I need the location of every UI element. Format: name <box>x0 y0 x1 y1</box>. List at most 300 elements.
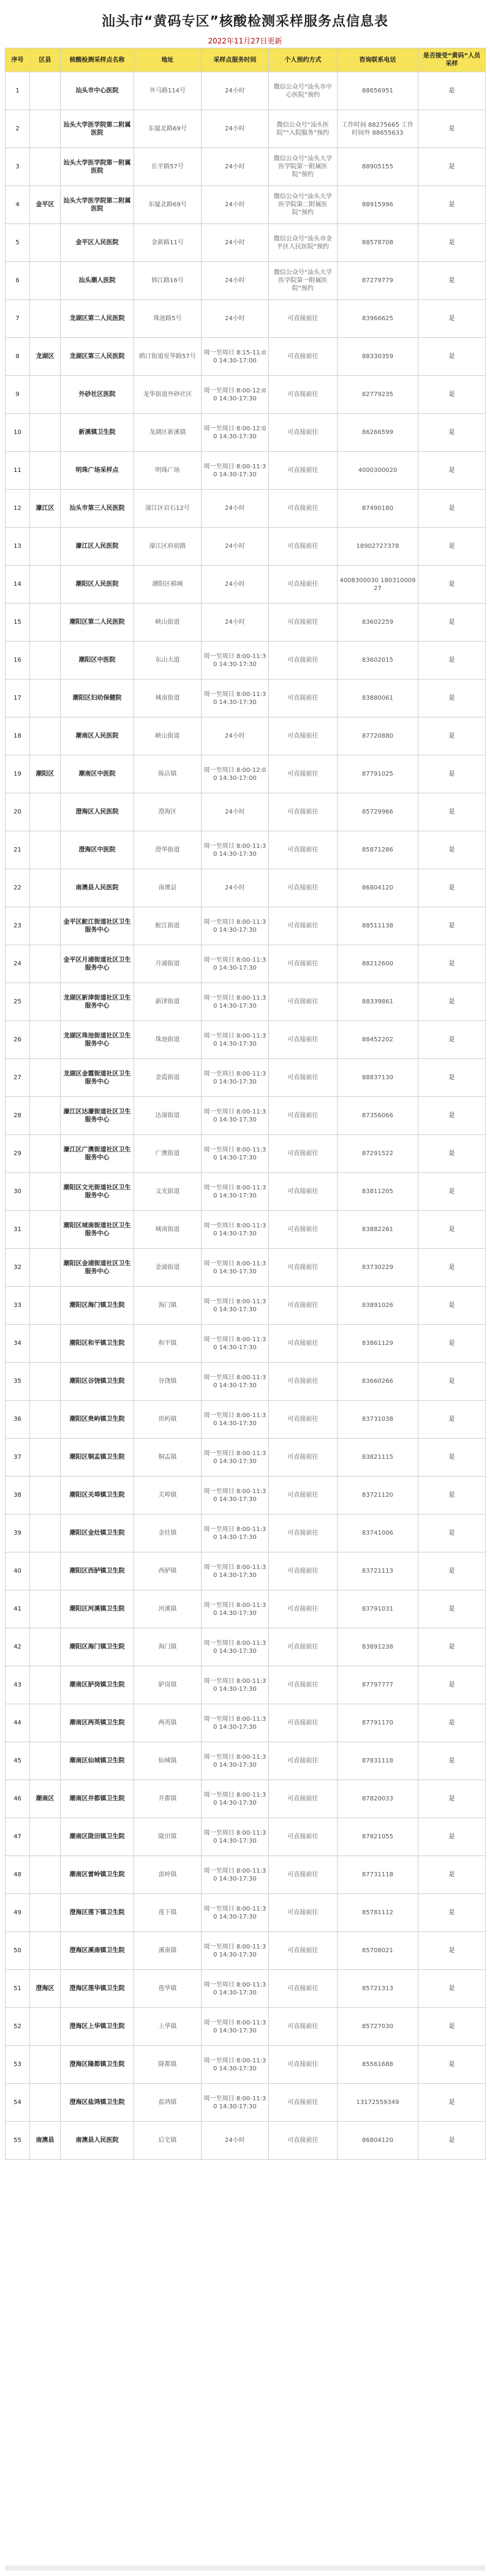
table-row <box>6 604 486 642</box>
row-no: 44 <box>6 1704 30 1742</box>
row-time: 24小时 <box>202 224 269 262</box>
row-name: 潮南区雷岭镇卫生院 <box>61 1856 134 1894</box>
row-name: 汕头大学医学院第二附属医院 <box>61 186 134 224</box>
row-accept: 是 <box>418 1742 486 1780</box>
row-time: 周一至周日 8:00-11:30 14:30-17:30 <box>202 1477 269 1515</box>
row-appointment: 可直接前往 <box>269 1515 337 1552</box>
table-row <box>6 1666 486 1704</box>
row-accept: 是 <box>418 1552 486 1590</box>
row-district <box>30 604 61 642</box>
row-district <box>30 945 61 983</box>
row-district: 潮阳区 <box>30 755 61 793</box>
table-wrapper <box>5 48 485 2160</box>
row-name: 濠江区达濠街道社区卫生服务中心 <box>61 1097 134 1135</box>
row-appointment: 可直接前往 <box>269 1742 337 1780</box>
row-appointment: 微信公众号“汕头大学医学院第一附属医院”预约 <box>269 262 337 300</box>
table-body <box>6 72 486 2160</box>
footer-band <box>5 2566 485 2570</box>
row-name: 金平区鮀江街道社区卫生服务中心 <box>61 907 134 945</box>
row-accept: 是 <box>418 1477 486 1515</box>
row-appointment: 可直接前往 <box>269 452 337 490</box>
row-address: 明珠广场 <box>134 452 202 490</box>
row-time: 周一至周日 8:00-11:30 14:30-17:30 <box>202 1135 269 1173</box>
row-address: 金霞街道 <box>134 1059 202 1097</box>
row-name: 潮南区陇田镇卫生院 <box>61 1818 134 1856</box>
row-address: 陈店镇 <box>134 755 202 793</box>
row-address: 隆都镇 <box>134 2046 202 2084</box>
row-accept: 是 <box>418 2084 486 2122</box>
row-district <box>30 1249 61 1287</box>
row-accept: 是 <box>418 869 486 907</box>
row-district <box>30 1628 61 1666</box>
row-name: 汕头大学医学院第一附属医院 <box>61 148 134 186</box>
row-no: 50 <box>6 1932 30 1970</box>
table-row <box>6 642 486 680</box>
row-name: 澄海区人民医院 <box>61 793 134 831</box>
row-phone: 88212600 <box>337 945 418 983</box>
row-phone: 83741006 <box>337 1515 418 1552</box>
table-row <box>6 2008 486 2046</box>
row-name: 潮南区仙城镇卫生院 <box>61 1742 134 1780</box>
table-row <box>6 1021 486 1059</box>
row-appointment: 可直接前往 <box>269 490 337 528</box>
table-row <box>6 1059 486 1097</box>
row-district <box>30 1894 61 1932</box>
table-row <box>6 793 486 831</box>
row-appointment: 可直接前往 <box>269 1059 337 1097</box>
row-appointment: 可直接前往 <box>269 1287 337 1325</box>
row-time: 周一至周日 8:00-11:30 14:30-17:30 <box>202 831 269 869</box>
row-phone: 83730229 <box>337 1249 418 1287</box>
row-phone: 88905155 <box>337 148 418 186</box>
row-address: 陇田镇 <box>134 1818 202 1856</box>
row-time: 周一至周日 8:00-11:30 14:30-17:30 <box>202 2008 269 2046</box>
row-time: 周一至周日 8:00-11:30 14:30-17:30 <box>202 1097 269 1135</box>
row-address: 新津街道 <box>134 983 202 1021</box>
row-accept: 是 <box>418 148 486 186</box>
row-phone: 88656951 <box>337 72 418 110</box>
row-no: 15 <box>6 604 30 642</box>
row-name: 澄海区盐鸿镇卫生院 <box>61 2084 134 2122</box>
row-address: 潮阳区棉城 <box>134 566 202 604</box>
row-name: 澄海区莲下镇卫生院 <box>61 1894 134 1932</box>
row-time: 24小时 <box>202 604 269 642</box>
table-row <box>6 338 486 376</box>
row-accept: 是 <box>418 1021 486 1059</box>
row-name: 潮阳区城南街道社区卫生服务中心 <box>61 1211 134 1249</box>
row-district <box>30 1932 61 1970</box>
row-district: 南澳县 <box>30 2122 61 2160</box>
row-district <box>30 110 61 148</box>
row-phone: 83891238 <box>337 1628 418 1666</box>
row-phone: 85781112 <box>337 1894 418 1932</box>
row-appointment: 可直接前往 <box>269 1628 337 1666</box>
row-no: 8 <box>6 338 30 376</box>
row-accept: 是 <box>418 1173 486 1211</box>
row-address: 广澳街道 <box>134 1135 202 1173</box>
table-row <box>6 566 486 604</box>
table-row <box>6 755 486 793</box>
row-address: 谷饶镇 <box>134 1363 202 1401</box>
row-phone: 88511138 <box>337 907 418 945</box>
table-row <box>6 1287 486 1325</box>
header-district: 区县 <box>30 48 61 72</box>
row-name: 潮阳区文光街道社区卫生服务中心 <box>61 1173 134 1211</box>
row-appointment: 可直接前往 <box>269 755 337 793</box>
row-accept: 是 <box>418 717 486 755</box>
row-no: 32 <box>6 1249 30 1287</box>
header-name: 核酸检测采样点名称 <box>61 48 134 72</box>
row-appointment: 可直接前往 <box>269 1325 337 1363</box>
row-phone: 87791170 <box>337 1704 418 1742</box>
row-accept: 是 <box>418 1970 486 2008</box>
row-accept: 是 <box>418 642 486 680</box>
row-name: 潮阳区金浦街道社区卫生服务中心 <box>61 1249 134 1287</box>
row-phone: 82779235 <box>337 376 418 414</box>
row-district <box>30 642 61 680</box>
row-name: 澄海区溪南镇卫生院 <box>61 1932 134 1970</box>
row-name: 潮南区中医院 <box>61 755 134 793</box>
row-appointment: 可直接前往 <box>269 300 337 338</box>
table-row <box>6 1590 486 1628</box>
row-no: 28 <box>6 1097 30 1135</box>
header-no: 序号 <box>6 48 30 72</box>
row-phone: 87731118 <box>337 1856 418 1894</box>
table-row <box>6 831 486 869</box>
row-appointment: 可直接前往 <box>269 907 337 945</box>
row-name: 南澳县人民医院 <box>61 2122 134 2160</box>
row-time: 24小时 <box>202 793 269 831</box>
table-row <box>6 110 486 148</box>
row-address: 长平路57号 <box>134 148 202 186</box>
row-no: 41 <box>6 1590 30 1628</box>
row-appointment: 可直接前往 <box>269 1856 337 1894</box>
table-row <box>6 490 486 528</box>
row-name: 潮阳区海门镇卫生院 <box>61 1287 134 1325</box>
row-accept: 是 <box>418 1704 486 1742</box>
row-district <box>30 907 61 945</box>
row-name: 潮阳区贵屿镇卫生院 <box>61 1401 134 1439</box>
table-row <box>6 1780 486 1818</box>
table-row <box>6 1932 486 1970</box>
row-phone: 83721113 <box>337 1552 418 1590</box>
row-address: 城南街道 <box>134 680 202 717</box>
row-district <box>30 1477 61 1515</box>
row-no: 43 <box>6 1666 30 1704</box>
table-row <box>6 1856 486 1894</box>
row-district <box>30 1515 61 1552</box>
row-no: 45 <box>6 1742 30 1780</box>
row-address: 莲下镇 <box>134 1894 202 1932</box>
row-district <box>30 2008 61 2046</box>
row-time: 24小时 <box>202 490 269 528</box>
row-address: 关埠镇 <box>134 1477 202 1515</box>
row-phone: 85727030 <box>337 2008 418 2046</box>
row-accept: 是 <box>418 1059 486 1097</box>
row-address: 东厦北路69号 <box>134 186 202 224</box>
row-phone: 83602259 <box>337 604 418 642</box>
row-no: 52 <box>6 2008 30 2046</box>
row-name: 濠江区广澳街道社区卫生服务中心 <box>61 1135 134 1173</box>
row-time: 24小时 <box>202 717 269 755</box>
table-row <box>6 2122 486 2160</box>
update-date: 2022年11月27日更新 <box>208 37 282 45</box>
row-address: 西胪镇 <box>134 1552 202 1590</box>
row-address: 龙湖区新溪镇 <box>134 414 202 452</box>
row-phone: 83602015 <box>337 642 418 680</box>
row-appointment: 微信公众号“汕头市中心医院”预约 <box>269 72 337 110</box>
row-district <box>30 2046 61 2084</box>
row-appointment: 可直接前往 <box>269 2084 337 2122</box>
row-appointment: 可直接前往 <box>269 1590 337 1628</box>
row-address: 胪岗镇 <box>134 1666 202 1704</box>
row-name: 龙湖区第三人民医院 <box>61 338 134 376</box>
row-no: 13 <box>6 528 30 566</box>
row-time: 周一至周日 8:00-11:30 14:30-17:30 <box>202 1249 269 1287</box>
row-address: 和平镇 <box>134 1325 202 1363</box>
row-district <box>30 717 61 755</box>
row-no: 14 <box>6 566 30 604</box>
row-appointment: 可直接前往 <box>269 2008 337 2046</box>
row-no: 49 <box>6 1894 30 1932</box>
row-accept: 是 <box>418 72 486 110</box>
row-no: 36 <box>6 1401 30 1439</box>
row-appointment: 可直接前往 <box>269 1439 337 1477</box>
row-district <box>30 1666 61 1704</box>
row-appointment: 可直接前往 <box>269 604 337 642</box>
row-district <box>30 414 61 452</box>
row-accept: 是 <box>418 224 486 262</box>
row-appointment: 可直接前往 <box>269 528 337 566</box>
row-no: 51 <box>6 1970 30 2008</box>
row-name: 潮阳区关埠镇卫生院 <box>61 1477 134 1515</box>
row-no: 25 <box>6 983 30 1021</box>
row-phone: 83966625 <box>337 300 418 338</box>
row-no: 46 <box>6 1780 30 1818</box>
row-name: 金平区月浦街道社区卫生服务中心 <box>61 945 134 983</box>
row-no: 18 <box>6 717 30 755</box>
row-name: 汕头市中心医院 <box>61 72 134 110</box>
row-time: 周一至周日 8:00-11:30 14:30-17:30 <box>202 1363 269 1401</box>
row-name: 外砂社区医院 <box>61 376 134 414</box>
table-row <box>6 1970 486 2008</box>
row-no: 31 <box>6 1211 30 1249</box>
row-no: 3 <box>6 148 30 186</box>
row-address: 珠池街道 <box>134 1021 202 1059</box>
row-no: 40 <box>6 1552 30 1590</box>
row-address: 东厦北路69号 <box>134 110 202 148</box>
row-time: 周一至周日 8:00-11:30 14:30-17:30 <box>202 907 269 945</box>
row-district <box>30 1401 61 1439</box>
table-row <box>6 224 486 262</box>
row-accept: 是 <box>418 1818 486 1856</box>
row-time: 周一至周日 8:00-11:30 14:30-17:30 <box>202 642 269 680</box>
row-time: 周一至周日 8:00-11:30 14:30-17:30 <box>202 1211 269 1249</box>
table-row <box>6 2046 486 2084</box>
row-phone: 4000300020 <box>337 452 418 490</box>
row-name: 潮阳区第二人民医院 <box>61 604 134 642</box>
row-appointment: 可直接前往 <box>269 1135 337 1173</box>
row-address: 月浦街道 <box>134 945 202 983</box>
row-district: 金平区 <box>30 186 61 224</box>
row-district <box>30 1287 61 1325</box>
row-address: 澄海区 <box>134 793 202 831</box>
row-district <box>30 528 61 566</box>
row-no: 17 <box>6 680 30 717</box>
row-appointment: 可直接前往 <box>269 1097 337 1135</box>
row-district <box>30 680 61 717</box>
row-no: 9 <box>6 376 30 414</box>
row-appointment: 可直接前往 <box>269 376 337 414</box>
row-district <box>30 1363 61 1401</box>
row-time: 周一至周日 8:00-11:30 14:30-17:30 <box>202 1287 269 1325</box>
row-phone: 86804120 <box>337 2122 418 2160</box>
row-address: 金浦街道 <box>134 1249 202 1287</box>
row-district <box>30 1059 61 1097</box>
row-name: 新溪镇卫生院 <box>61 414 134 452</box>
row-appointment: 微信公众号“汕头医院”“入院服务”预约 <box>269 110 337 148</box>
row-address: 濠江区岩石12号 <box>134 490 202 528</box>
row-accept: 是 <box>418 755 486 793</box>
row-time: 24小时 <box>202 2122 269 2160</box>
row-accept: 是 <box>418 1325 486 1363</box>
row-name: 汕头潮人医院 <box>61 262 134 300</box>
row-district <box>30 148 61 186</box>
row-name: 潮阳区中医院 <box>61 642 134 680</box>
row-accept: 是 <box>418 680 486 717</box>
row-appointment: 可直接前往 <box>269 717 337 755</box>
row-time: 周一至周日 8:00-12:00 14:30-17:00 <box>202 755 269 793</box>
page-title: 汕头市“黄码专区”核酸检测采样服务点信息表 <box>102 14 388 29</box>
table-row <box>6 2084 486 2122</box>
row-no: 20 <box>6 793 30 831</box>
row-accept: 是 <box>418 1287 486 1325</box>
row-name: 龙湖区第二人民医院 <box>61 300 134 338</box>
row-no: 4 <box>6 186 30 224</box>
row-address: 溪南镇 <box>134 1932 202 1970</box>
table-row <box>6 983 486 1021</box>
row-accept: 是 <box>418 528 486 566</box>
row-no: 7 <box>6 300 30 338</box>
row-phone: 83721120 <box>337 1477 418 1515</box>
row-no: 42 <box>6 1628 30 1666</box>
row-accept: 是 <box>418 452 486 490</box>
row-accept: 是 <box>418 376 486 414</box>
row-address: 鮀江街道 <box>134 907 202 945</box>
table-row <box>6 1173 486 1211</box>
row-time: 周一至周日 8:00-11:30 14:30-17:30 <box>202 983 269 1021</box>
row-address: 后宅镇 <box>134 2122 202 2160</box>
header-accept: 是否接受“黄码”人员采样 <box>418 48 486 72</box>
row-district <box>30 831 61 869</box>
row-name: 潮阳区河溪镇卫生院 <box>61 1590 134 1628</box>
row-phone: 83811205 <box>337 1173 418 1211</box>
row-no: 6 <box>6 262 30 300</box>
row-no: 35 <box>6 1363 30 1401</box>
row-name: 潮南区两英镇卫生院 <box>61 1704 134 1742</box>
row-accept: 是 <box>418 831 486 869</box>
row-appointment: 微信公众号“汕头市金平区人民医院”预约 <box>269 224 337 262</box>
table-row <box>6 1401 486 1439</box>
row-appointment: 可直接前往 <box>269 831 337 869</box>
row-address: 仙城镇 <box>134 1742 202 1780</box>
row-accept: 是 <box>418 1856 486 1894</box>
row-no: 2 <box>6 110 30 148</box>
row-phone: 87820033 <box>337 1780 418 1818</box>
row-time: 周一至周日 8:00-11:30 14:30-17:30 <box>202 1742 269 1780</box>
row-district <box>30 262 61 300</box>
row-appointment: 可直接前往 <box>269 1666 337 1704</box>
table-row <box>6 1135 486 1173</box>
row-no: 54 <box>6 2084 30 2122</box>
row-no: 19 <box>6 755 30 793</box>
row-accept: 是 <box>418 1894 486 1932</box>
row-name: 龙湖区金霞街道社区卫生服务中心 <box>61 1059 134 1097</box>
table-row <box>6 262 486 300</box>
row-no: 23 <box>6 907 30 945</box>
table-row <box>6 1552 486 1590</box>
row-accept: 是 <box>418 414 486 452</box>
row-time: 周一至周日 8:00-11:30 14:30-17:30 <box>202 1401 269 1439</box>
row-district <box>30 1211 61 1249</box>
table-row <box>6 528 486 566</box>
row-district <box>30 1742 61 1780</box>
row-accept: 是 <box>418 2046 486 2084</box>
row-time: 24小时 <box>202 148 269 186</box>
row-appointment: 可直接前往 <box>269 1401 337 1439</box>
row-accept: 是 <box>418 793 486 831</box>
row-no: 33 <box>6 1287 30 1325</box>
row-time: 周一至周日 8:00-11:30 14:30-17:30 <box>202 452 269 490</box>
row-phone: 87791025 <box>337 755 418 793</box>
row-time: 周一至周日 8:00-12:00 14:30-17:30 <box>202 414 269 452</box>
header-appointment: 个人预约方式 <box>269 48 337 72</box>
header-time: 采样点服务时间 <box>202 48 269 72</box>
row-time: 周一至周日 8:00-11:30 14:30-17:30 <box>202 2046 269 2084</box>
row-phone: 88578708 <box>337 224 418 262</box>
row-phone: 86804120 <box>337 869 418 907</box>
row-phone: 87291522 <box>337 1135 418 1173</box>
row-time: 周一至周日 8:00-11:30 14:30-17:30 <box>202 1590 269 1628</box>
row-address: 达濠街道 <box>134 1097 202 1135</box>
row-district <box>30 869 61 907</box>
row-no: 16 <box>6 642 30 680</box>
row-district <box>30 1173 61 1211</box>
row-phone: 83791031 <box>337 1590 418 1628</box>
row-phone: 86266599 <box>337 414 418 452</box>
row-appointment: 可直接前往 <box>269 1704 337 1742</box>
table-row <box>6 1439 486 1477</box>
row-time: 周一至周日 8:00-11:30 14:30-17:30 <box>202 1704 269 1742</box>
table-row <box>6 1515 486 1552</box>
table-row <box>6 414 486 452</box>
row-phone: 83891026 <box>337 1287 418 1325</box>
sampling-points-table <box>5 48 486 2160</box>
table-row <box>6 1742 486 1780</box>
row-time: 周一至周日 8:00-11:30 14:30-17:30 <box>202 680 269 717</box>
table-row <box>6 1818 486 1856</box>
header-address: 地址 <box>134 48 202 72</box>
row-name: 龙湖区珠池街道社区卫生服务中心 <box>61 1021 134 1059</box>
row-appointment: 可直接前往 <box>269 338 337 376</box>
row-accept: 是 <box>418 1097 486 1135</box>
row-accept: 是 <box>418 1666 486 1704</box>
row-address: 雷岭镇 <box>134 1856 202 1894</box>
row-time: 周一至周日 8:00-11:30 14:30-17:30 <box>202 1628 269 1666</box>
row-address: 澄华街道 <box>134 831 202 869</box>
row-time: 周一至周日 8:15-11:00 14:30-17:00 <box>202 338 269 376</box>
table-row <box>6 72 486 110</box>
